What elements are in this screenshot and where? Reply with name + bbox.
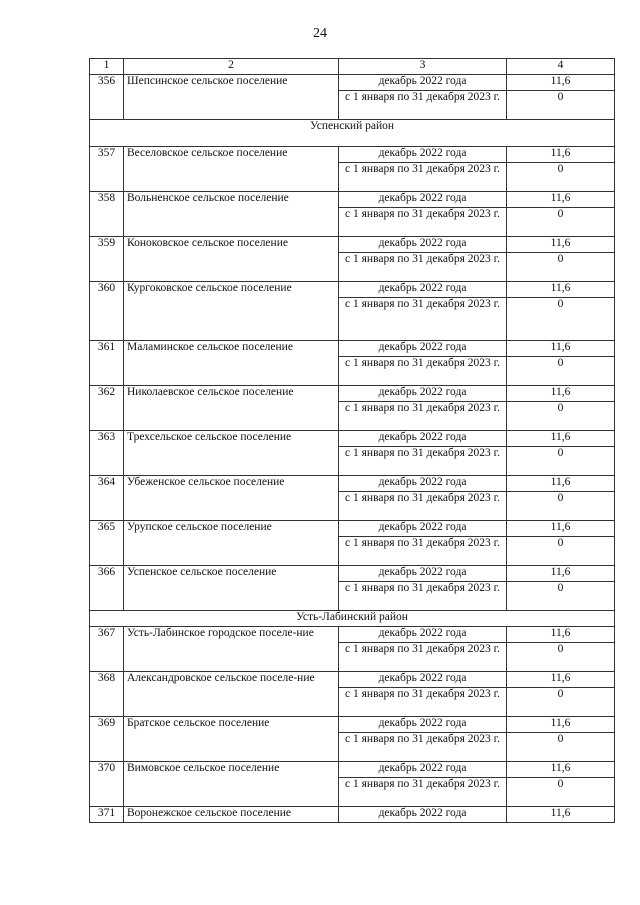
row-number: 360 <box>90 282 124 341</box>
district-row <box>90 120 615 147</box>
period-month: декабрь 2022 года <box>339 566 507 582</box>
period-year: с 1 января по 31 декабря 2023 г. <box>339 91 507 120</box>
value-year: 0 <box>507 402 615 431</box>
period-month: декабрь 2022 года <box>339 431 507 447</box>
settlement-name: Веселовское сельское поселение <box>124 147 339 192</box>
period-year: с 1 января по 31 декабря 2023 г. <box>339 357 507 386</box>
settlement-name: Вимовское сельское поселение <box>124 762 339 807</box>
period-month: декабрь 2022 года <box>339 75 507 91</box>
table-row <box>90 476 615 492</box>
value-month: 11,6 <box>507 566 615 582</box>
value-year: 0 <box>507 91 615 120</box>
table-row <box>90 75 615 91</box>
settlement-name: Маламинское сельское поселение <box>124 341 339 386</box>
value-month: 11,6 <box>507 192 615 208</box>
header-cell: 3 <box>339 59 507 75</box>
page-number: 24 <box>313 26 327 41</box>
table-header-row <box>90 59 615 75</box>
period-year: с 1 января по 31 декабря 2023 г. <box>339 778 507 807</box>
period-year: с 1 января по 31 декабря 2023 г. <box>339 253 507 282</box>
period-month: декабрь 2022 года <box>339 341 507 357</box>
period-year: с 1 января по 31 декабря 2023 г. <box>339 208 507 237</box>
value-year: 0 <box>507 492 615 521</box>
period-month: декабрь 2022 года <box>339 192 507 208</box>
table-row <box>90 431 615 447</box>
value-year: 0 <box>507 582 615 611</box>
row-number: 364 <box>90 476 124 521</box>
value-month: 11,6 <box>507 282 615 298</box>
period-month: декабрь 2022 года <box>339 476 507 492</box>
period-month: декабрь 2022 года <box>339 386 507 402</box>
settlement-name: Воронежское сельское поселение <box>124 807 339 823</box>
settlement-name: Кургоковское сельское поселение <box>124 282 339 341</box>
row-number: 357 <box>90 147 124 192</box>
header-cell: 4 <box>507 59 615 75</box>
settlement-name: Вольненское сельское поселение <box>124 192 339 237</box>
settlement-name: Урупское сельское поселение <box>124 521 339 566</box>
value-year: 0 <box>507 778 615 807</box>
period-month: декабрь 2022 года <box>339 672 507 688</box>
period-year: с 1 января по 31 декабря 2023 г. <box>339 537 507 566</box>
row-number: 367 <box>90 627 124 672</box>
table-row <box>90 627 615 643</box>
period-year: с 1 января по 31 декабря 2023 г. <box>339 447 507 476</box>
value-month: 11,6 <box>507 75 615 91</box>
value-month: 11,6 <box>507 627 615 643</box>
row-number: 370 <box>90 762 124 807</box>
value-year: 0 <box>507 298 615 341</box>
period-month: декабрь 2022 года <box>339 521 507 537</box>
settlement-name: Николаевское сельское поселение <box>124 386 339 431</box>
value-year: 0 <box>507 253 615 282</box>
table-row <box>90 807 615 823</box>
value-month: 11,6 <box>507 762 615 778</box>
period-month: декабрь 2022 года <box>339 762 507 778</box>
value-month: 11,6 <box>507 717 615 733</box>
value-year: 0 <box>507 357 615 386</box>
period-year: с 1 января по 31 декабря 2023 г. <box>339 688 507 717</box>
period-month: декабрь 2022 года <box>339 237 507 253</box>
value-year: 0 <box>507 688 615 717</box>
table-row <box>90 672 615 688</box>
value-month: 11,6 <box>507 237 615 253</box>
row-number: 362 <box>90 386 124 431</box>
value-year: 0 <box>507 537 615 566</box>
district-row <box>90 611 615 627</box>
period-year: с 1 января по 31 декабря 2023 г. <box>339 402 507 431</box>
value-month: 11,6 <box>507 431 615 447</box>
value-month: 11,6 <box>507 341 615 357</box>
value-month: 11,6 <box>507 386 615 402</box>
period-year: с 1 января по 31 декабря 2023 г. <box>339 582 507 611</box>
tariff-table <box>89 58 615 823</box>
period-month: декабрь 2022 года <box>339 627 507 643</box>
settlement-name: Убеженское сельское поселение <box>124 476 339 521</box>
period-year: с 1 января по 31 декабря 2023 г. <box>339 643 507 672</box>
period-year: с 1 января по 31 декабря 2023 г. <box>339 298 507 341</box>
period-month: декабрь 2022 года <box>339 717 507 733</box>
settlement-name: Коноковское сельское поселение <box>124 237 339 282</box>
value-year: 0 <box>507 643 615 672</box>
row-number: 356 <box>90 75 124 120</box>
value-month: 11,6 <box>507 476 615 492</box>
table-row <box>90 192 615 208</box>
period-month: декабрь 2022 года <box>339 147 507 163</box>
row-number: 358 <box>90 192 124 237</box>
settlement-name: Успенское сельское поселение <box>124 566 339 611</box>
value-month: 11,6 <box>507 807 615 823</box>
table-row <box>90 717 615 733</box>
period-year: с 1 января по 31 декабря 2023 г. <box>339 492 507 521</box>
table-row <box>90 147 615 163</box>
table-row <box>90 566 615 582</box>
settlement-name: Александровское сельское поселе-ние <box>124 672 339 717</box>
settlement-name: Усть-Лабинское городское поселе-ние <box>124 627 339 672</box>
row-number: 371 <box>90 807 124 823</box>
period-year: с 1 января по 31 декабря 2023 г. <box>339 163 507 192</box>
district-name: Успенский район <box>90 120 615 147</box>
row-number: 363 <box>90 431 124 476</box>
table-row <box>90 762 615 778</box>
table-row <box>90 341 615 357</box>
header-cell: 2 <box>124 59 339 75</box>
row-number: 369 <box>90 717 124 762</box>
row-number: 366 <box>90 566 124 611</box>
value-year: 0 <box>507 733 615 762</box>
row-number: 368 <box>90 672 124 717</box>
settlement-name: Трехсельское сельское поселение <box>124 431 339 476</box>
row-number: 365 <box>90 521 124 566</box>
value-month: 11,6 <box>507 521 615 537</box>
table-row <box>90 521 615 537</box>
value-year: 0 <box>507 447 615 476</box>
settlement-name: Братское сельское поселение <box>124 717 339 762</box>
row-number: 361 <box>90 341 124 386</box>
value-month: 11,6 <box>507 147 615 163</box>
district-name: Усть-Лабинский район <box>90 611 615 627</box>
value-year: 0 <box>507 163 615 192</box>
period-month: декабрь 2022 года <box>339 282 507 298</box>
row-number: 359 <box>90 237 124 282</box>
table-row <box>90 237 615 253</box>
period-month: декабрь 2022 года <box>339 807 507 823</box>
settlement-name: Шепсинское сельское поселение <box>124 75 339 120</box>
table-row <box>90 386 615 402</box>
value-year: 0 <box>507 208 615 237</box>
period-year: с 1 января по 31 декабря 2023 г. <box>339 733 507 762</box>
header-cell: 1 <box>90 59 124 75</box>
table-row <box>90 282 615 298</box>
value-month: 11,6 <box>507 672 615 688</box>
